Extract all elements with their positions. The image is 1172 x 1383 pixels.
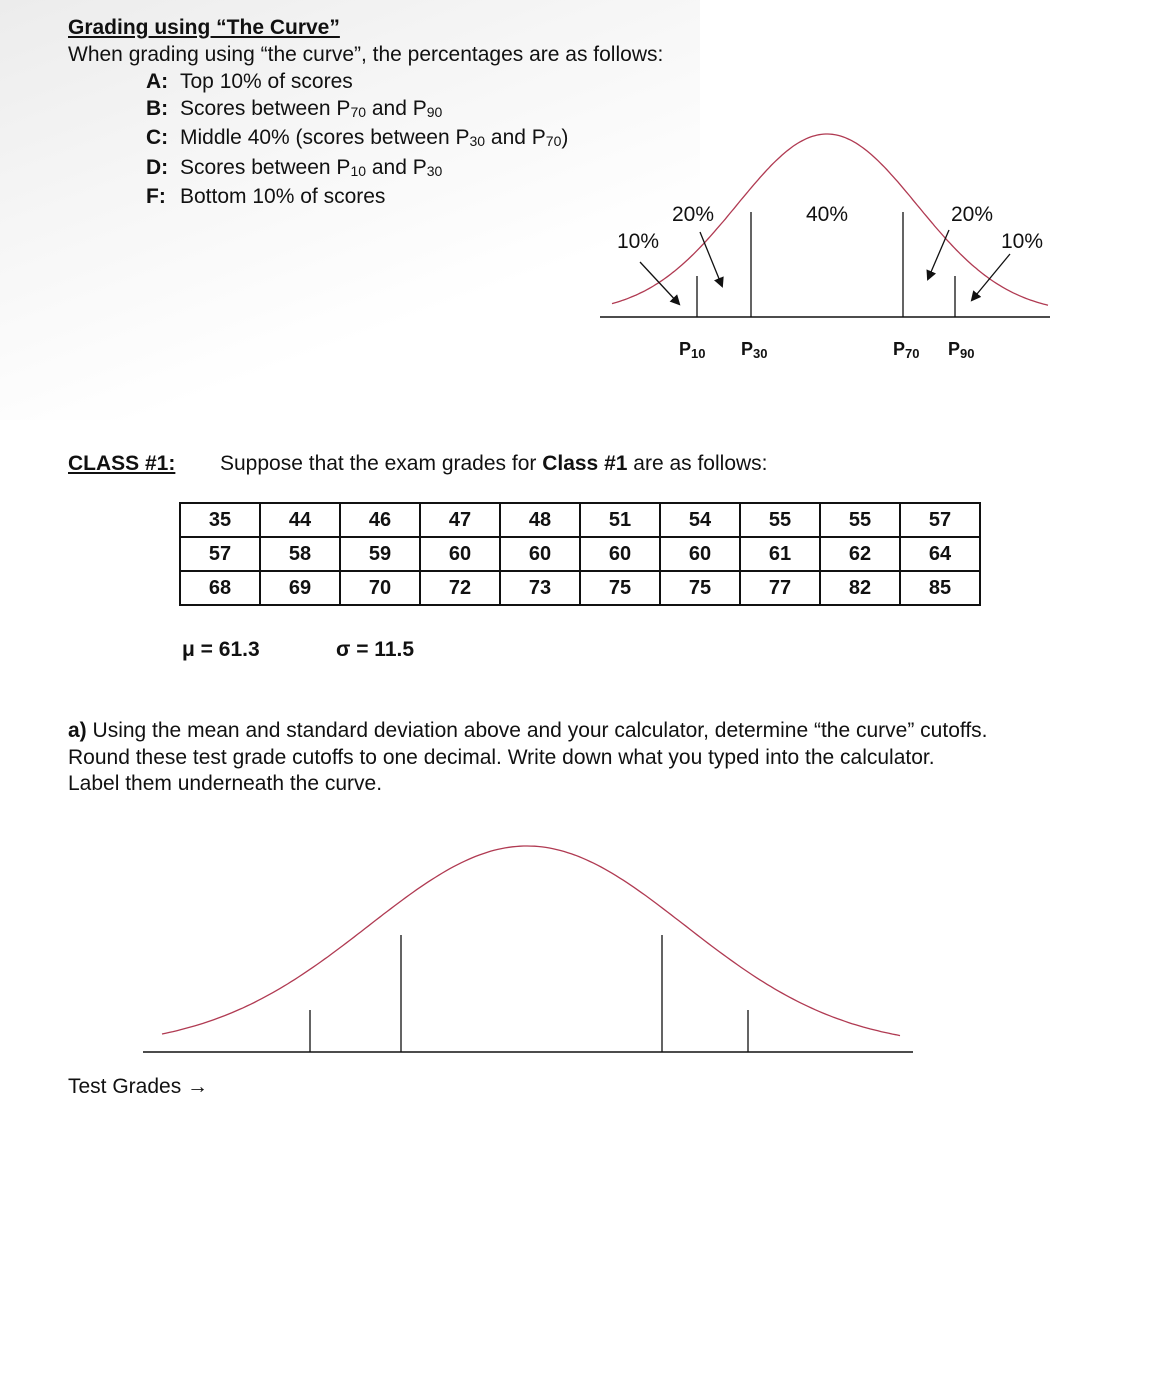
score-cell: 72	[420, 571, 500, 605]
score-cell: 60	[580, 537, 660, 571]
score-cell: 60	[500, 537, 580, 571]
class-description: Suppose that the exam grades for Class #1 are as follows:	[220, 452, 768, 475]
grade-subscript: 30	[469, 133, 486, 149]
score-cell: 47	[420, 503, 500, 537]
grade-desc: Bottom 10% of scores	[180, 185, 386, 208]
score-cell: 57	[180, 537, 260, 571]
score-cell: 61	[740, 537, 820, 571]
pct-label-d-20: 20%	[672, 203, 715, 226]
arrow-10-left	[640, 262, 679, 304]
grade-desc: )	[561, 126, 569, 149]
score-cell: 60	[660, 537, 740, 571]
score-cell: 73	[500, 571, 580, 605]
question-label: a)	[68, 719, 87, 742]
arrow-20-right	[928, 230, 949, 279]
std-dev-value: σ = 11.5	[336, 638, 415, 661]
p30-label: P30	[741, 339, 768, 361]
score-cell: 62	[820, 537, 900, 571]
score-cell: 82	[820, 571, 900, 605]
mean-value: μ = 61.3	[182, 638, 260, 661]
score-cell: 60	[420, 537, 500, 571]
p70-label: P70	[893, 339, 920, 361]
grade-subscript: 90	[426, 103, 443, 120]
score-cell: 77	[740, 571, 820, 605]
score-cell: 55	[820, 503, 900, 537]
question-a	[68, 718, 988, 798]
score-cell: 59	[340, 537, 420, 571]
grade-letter: A:	[146, 70, 169, 93]
grade-desc: Scores between P	[180, 155, 351, 179]
grade-desc: Middle 40% (scores between P	[180, 126, 470, 149]
p10-label: P10	[679, 339, 706, 361]
score-cell: 70	[340, 571, 420, 605]
score-cell: 75	[660, 571, 740, 605]
grade-subscript: 70	[350, 103, 367, 120]
arrow-20-left	[700, 232, 722, 286]
grade-letter: D:	[146, 155, 169, 179]
grade-letter: C:	[146, 126, 169, 149]
pct-label-b-20: 20%	[951, 203, 994, 226]
table-row	[180, 571, 980, 605]
grade-subscript: 30	[426, 162, 443, 179]
grade-desc: and P	[366, 96, 427, 120]
score-cell: 44	[260, 503, 340, 537]
grade-desc: Top 10% of scores	[180, 70, 353, 93]
intro-text: When grading using “the curve”, the percentages are as follows:	[68, 43, 664, 66]
p90-label: P90	[948, 339, 975, 361]
grade-desc: and P	[366, 155, 427, 179]
score-cell: 85	[900, 571, 980, 605]
score-cell: 75	[580, 571, 660, 605]
grade-letter: B:	[146, 96, 169, 120]
grade-desc: and P	[485, 126, 546, 149]
scores-table	[179, 502, 981, 606]
pct-label-top-10: 10%	[1001, 230, 1044, 253]
arrow-10-right	[972, 254, 1010, 300]
score-cell: 64	[900, 537, 980, 571]
reference-curve	[600, 134, 1050, 361]
bottom-bell-curve	[162, 846, 900, 1036]
pct-label-bottom-10: 10%	[617, 230, 660, 253]
axis-label: Test Grades →	[68, 1075, 209, 1098]
question-text: Round these test grade cutoffs to one decimal. Write down what you typed into the calculator.	[68, 745, 935, 769]
score-cell: 46	[340, 503, 420, 537]
grade-letter: F:	[146, 185, 166, 208]
score-cell: 69	[260, 571, 340, 605]
score-cell: 54	[660, 503, 740, 537]
pct-label-c-40: 40%	[806, 203, 849, 226]
score-cell: 55	[740, 503, 820, 537]
grade-subscript: 70	[545, 133, 562, 149]
score-cell: 58	[260, 537, 340, 571]
class-label: CLASS #1:	[68, 452, 176, 475]
score-cell: 68	[180, 571, 260, 605]
question-text: Using the mean and standard deviation above and your calculator, determine “the curve” cutoffs.	[86, 719, 988, 742]
answer-curve	[143, 846, 913, 1052]
score-cell: 51	[580, 503, 660, 537]
table-row	[180, 503, 980, 537]
score-cell: 48	[500, 503, 580, 537]
grade-subscript: 10	[350, 162, 367, 179]
grade-desc: Scores between P	[180, 96, 351, 120]
table-row	[180, 537, 980, 571]
question-text: Label them underneath the curve.	[68, 772, 383, 795]
score-cell: 35	[180, 503, 260, 537]
page-title: Grading using “The Curve”	[68, 16, 340, 39]
score-cell: 57	[900, 503, 980, 537]
